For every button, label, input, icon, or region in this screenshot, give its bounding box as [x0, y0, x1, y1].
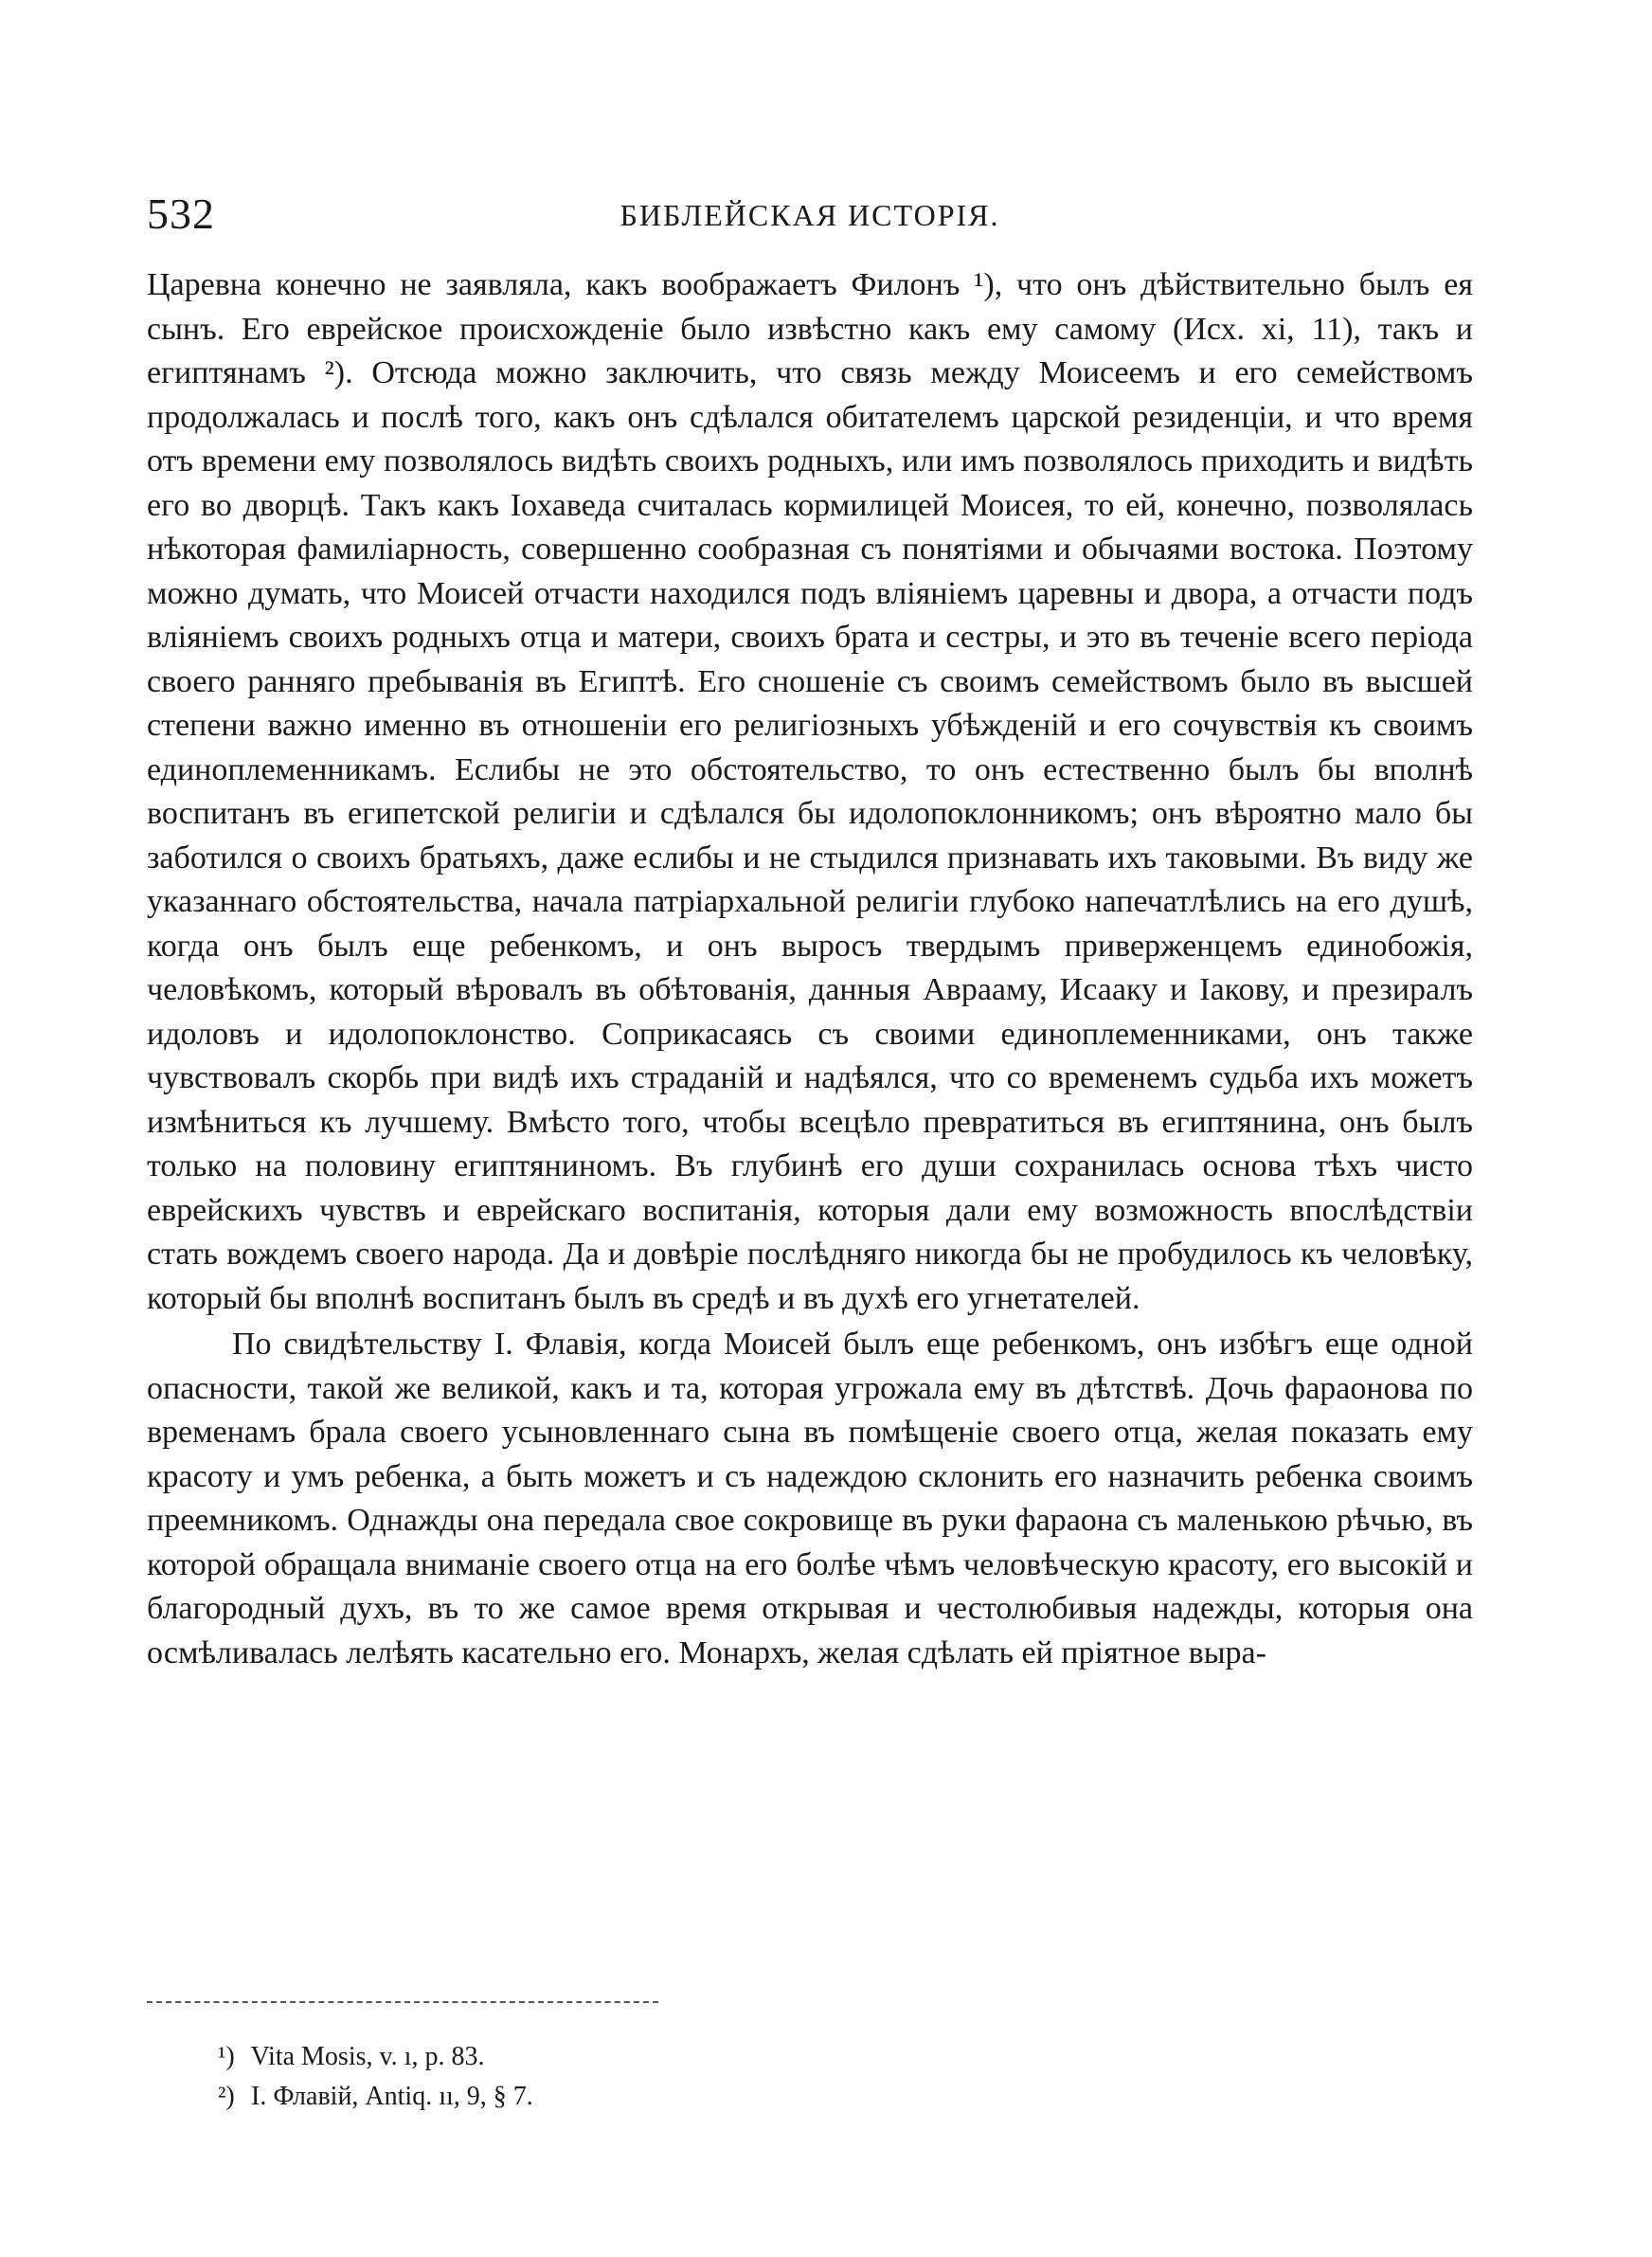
footnote-2-mark: ²)	[218, 2082, 235, 2111]
page-number: 532	[147, 190, 215, 238]
footnote-1	[218, 2037, 1165, 2077]
running-title: БИБЛЕЙСКАЯ ИСТОРІЯ.	[620, 198, 1000, 232]
running-header	[147, 186, 1473, 243]
footnote-divider	[147, 2001, 658, 2003]
footnote-1-text: Vita Mosis, v. ı, p. 83.	[250, 2042, 485, 2071]
footnote-1-mark: ¹)	[218, 2042, 235, 2071]
paragraph-1: Царевна конечно не заявляла, какъ воображаетъ Филонъ ¹), что онъ дѣйствительно былъ ея сынъ. Его еврейское происхожденіе было извѣстно какъ ему самому (Исх. xi, 11), такъ и египтянамъ ²). Отсюда можно заключить, что связь между Моисеемъ и его семействомъ продолжалась и послѣ того, какъ онъ сдѣлался обитателемъ царской резиденціи, и что время отъ времени ему позволялось видѣть своихъ родныхъ, или имъ позволялось приходить и видѣть его во дворцѣ. Такъ какъ Іохаведа считалась кормилицей Моисея, то ей, конечно, позволялась нѣкоторая фамиліарность, совершенно сообразная съ понятіями и обычаями востока. Поэтому можно думать, что Моисей отчасти находился подъ вліяніемъ царевны и двора, а отчасти подъ вліяніемъ своихъ родныхъ отца и матери, своихъ брата и сестры, и это въ теченіе всего періода своего ранняго пребыванія въ Египтѣ. Его сношеніе съ своимъ семействомъ было въ высшей степени важно именно въ отношеніи его религіозныхъ убѣжденій и его сочувствія къ своимъ единоплеменникамъ. Еслибы не это обстоятельство, то онъ естественно былъ бы вполнѣ воспитанъ въ египетской религіи и сдѣлался бы идолопоклонникомъ; онъ вѣроятно мало бы заботился о своихъ братьяхъ, даже еслибы и не стыдился признавать ихъ таковыми. Въ виду же указаннаго обстоятельства, начала патріархальной религіи глубоко напечатлѣлись на его душѣ, когда онъ былъ еще ребенкомъ, и онъ выросъ твердымъ приверженцемъ единобожія, человѣкомъ, который вѣровалъ въ обѣтованія, данныя Аврааму, Исааку и Іакову, и презиралъ идоловъ и идолопоклонство. Соприкасаясь съ своими единоплеменниками, онъ также чувствовалъ скорбь при видѣ ихъ страданій и надѣялся, что со временемъ судьба ихъ можетъ измѣниться къ лучшему. Вмѣсто того, чтобы всецѣло превратиться въ египтянина, онъ былъ только на половину египтяниномъ. Въ глубинѣ его души сохранилась основа тѣхъ чисто еврейскихъ чувствъ и еврейскаго воспитанія, которыя дали ему возможность впослѣдствіи стать вождемъ своего народа. Да и довѣріе послѣдняго никогда бы не пробудилось къ человѣку, который бы вполнѣ воспитанъ былъ въ средѣ и въ духѣ его угнетателей.	[147, 267, 1473, 1316]
main-text	[147, 263, 1473, 1675]
footnotes	[218, 2037, 1165, 2117]
paragraph-2: По свидѣтельству І. Флавія, когда Моисей былъ еще ребенкомъ, онъ избѣгъ еще одной опасности, такой же великой, какъ и та, которая угрожала ему въ дѣтствѣ. Дочь фараонова по временамъ брала своего усыновленнаго сына въ помѣщеніе своего отца, желая показать ему красоту и умъ ребенка, а быть можетъ и съ надеждою склонить его назначить ребенка своимъ преемникомъ. Однажды она передала свое сокровище въ руки фараона съ маленькою рѣчью, въ которой обращала вниманіе своего отца на его болѣе чѣмъ человѣческую красоту, его высокій и благородный духъ, въ то же самое время открывая и честолюбивыя надежды, которыя она осмѣливалась лелѣять касательно его. Монархъ, желая сдѣлать ей пріятное выра-	[147, 1327, 1473, 1670]
footnote-2	[218, 2077, 1165, 2117]
footnote-2-text: І. Флавій, Antiq. ıı, 9, § 7.	[251, 2082, 533, 2111]
